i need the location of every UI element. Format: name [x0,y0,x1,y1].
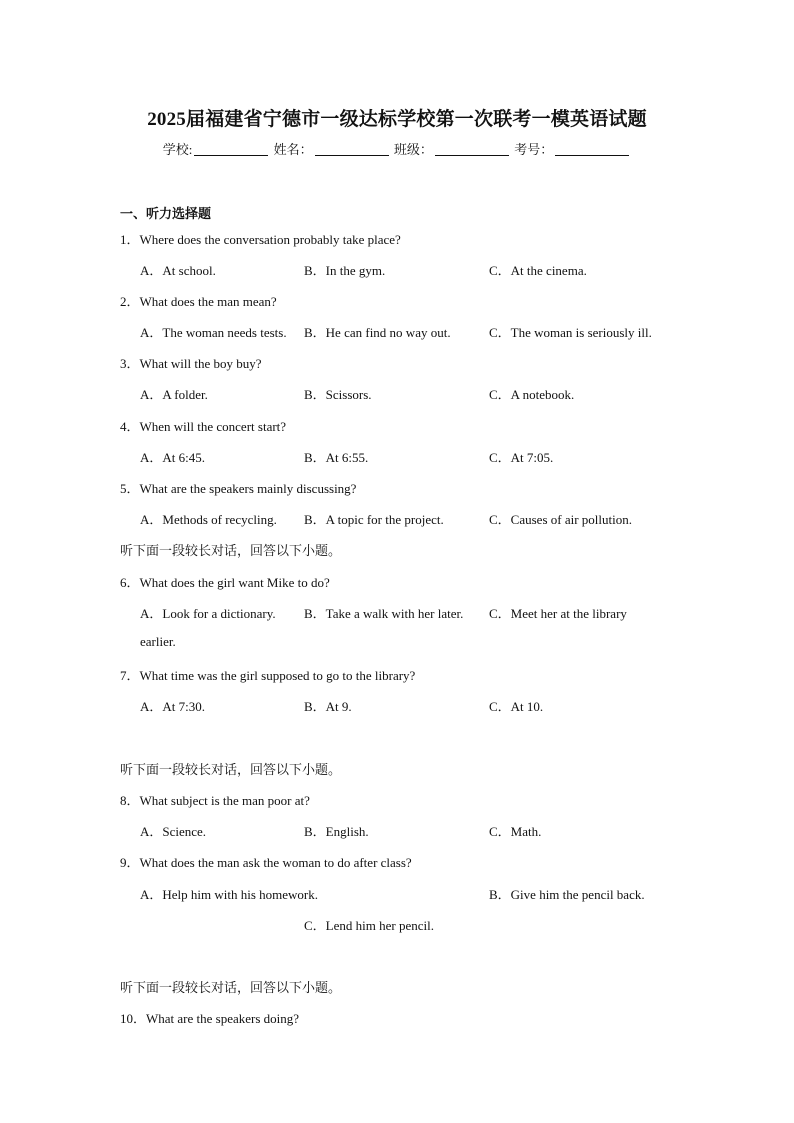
dialogue-note: 听下面一段较长对话，回答以下小题。 [120,543,342,558]
q2-option-c: C．The woman is seriously ill. [489,325,652,340]
section-heading: 一、听力选择题 [120,206,212,221]
q8-option-c: C．Math. [489,824,542,839]
q5-option-a: A．Methods of recycling. [140,512,277,527]
q4-option-b: B．At 6:55. [304,450,369,465]
q1-option-b: B．In the gym. [304,263,386,278]
q4-option-a: A．At 6:45. [140,450,206,465]
exam-no-blank[interactable] [555,155,629,156]
q8-option-a: A．Science. [140,824,207,839]
q3-option-a: A．A folder. [140,387,208,402]
question-2: 2．What does the man mean? [120,294,277,309]
question-3: 3．What will the boy buy? [120,356,262,371]
question-8: 8．What subject is the man poor at? [120,793,310,808]
q9-option-a: A．Help him with his homework. [140,887,319,902]
question-10: 10．What are the speakers doing? [120,1011,300,1026]
school-label: 学校: [162,142,193,157]
q5-option-c: C．Causes of air pollution. [489,512,632,527]
student-info-line [0,139,794,158]
q6-option-c: C．Meet her at the library [489,606,627,621]
name-blank[interactable] [315,155,389,156]
q7-option-b: B．At 9. [304,699,352,714]
question-1: 1．Where does the conversation probably take place? [120,232,401,247]
class-blank[interactable] [435,155,509,156]
dialogue-note: 听下面一段较长对话，回答以下小题。 [120,762,342,777]
q1-option-a: A．At school. [140,263,216,278]
question-6: 6．What does the girl want Mike to do? [120,575,330,590]
q9-option-c: C．Lend him her pencil. [304,918,434,933]
q3-option-c: C．A notebook. [489,387,575,402]
question-9: 9．What does the man ask the woman to do after class? [120,855,412,870]
q8-option-b: B．English. [304,824,369,839]
q3-option-b: B．Scissors. [304,387,372,402]
question-5: 5．What are the speakers mainly discussing? [120,481,357,496]
q6-option-a: A．Look for a dictionary. [140,606,276,621]
question-7: 7．What time was the girl supposed to go to the library? [120,668,416,683]
q4-option-c: C．At 7:05. [489,450,554,465]
class-label: 班级： [393,142,433,157]
school-blank[interactable] [194,155,268,156]
q2-option-a: A．The woman needs tests. [140,325,287,340]
q7-option-a: A．At 7:30. [140,699,206,714]
q7-option-c: C．At 10. [489,699,544,714]
q6-option-c-continued: earlier. [140,634,176,649]
page-title: 2025届福建省宁德市一级达标学校第一次联考一模英语试题 [147,109,647,130]
q1-option-c: C．At the cinema. [489,263,587,278]
q2-option-b: B．He can find no way out. [304,325,451,340]
q9-option-b: B．Give him the pencil back. [489,887,645,902]
name-label: 姓名： [273,142,313,157]
exam-no-label: 考号： [514,142,554,157]
question-4: 4．When will the concert start? [120,419,287,434]
q6-option-b: B．Take a walk with her later. [304,606,464,621]
dialogue-note: 听下面一段较长对话，回答以下小题。 [120,980,342,995]
q5-option-b: B．A topic for the project. [304,512,444,527]
